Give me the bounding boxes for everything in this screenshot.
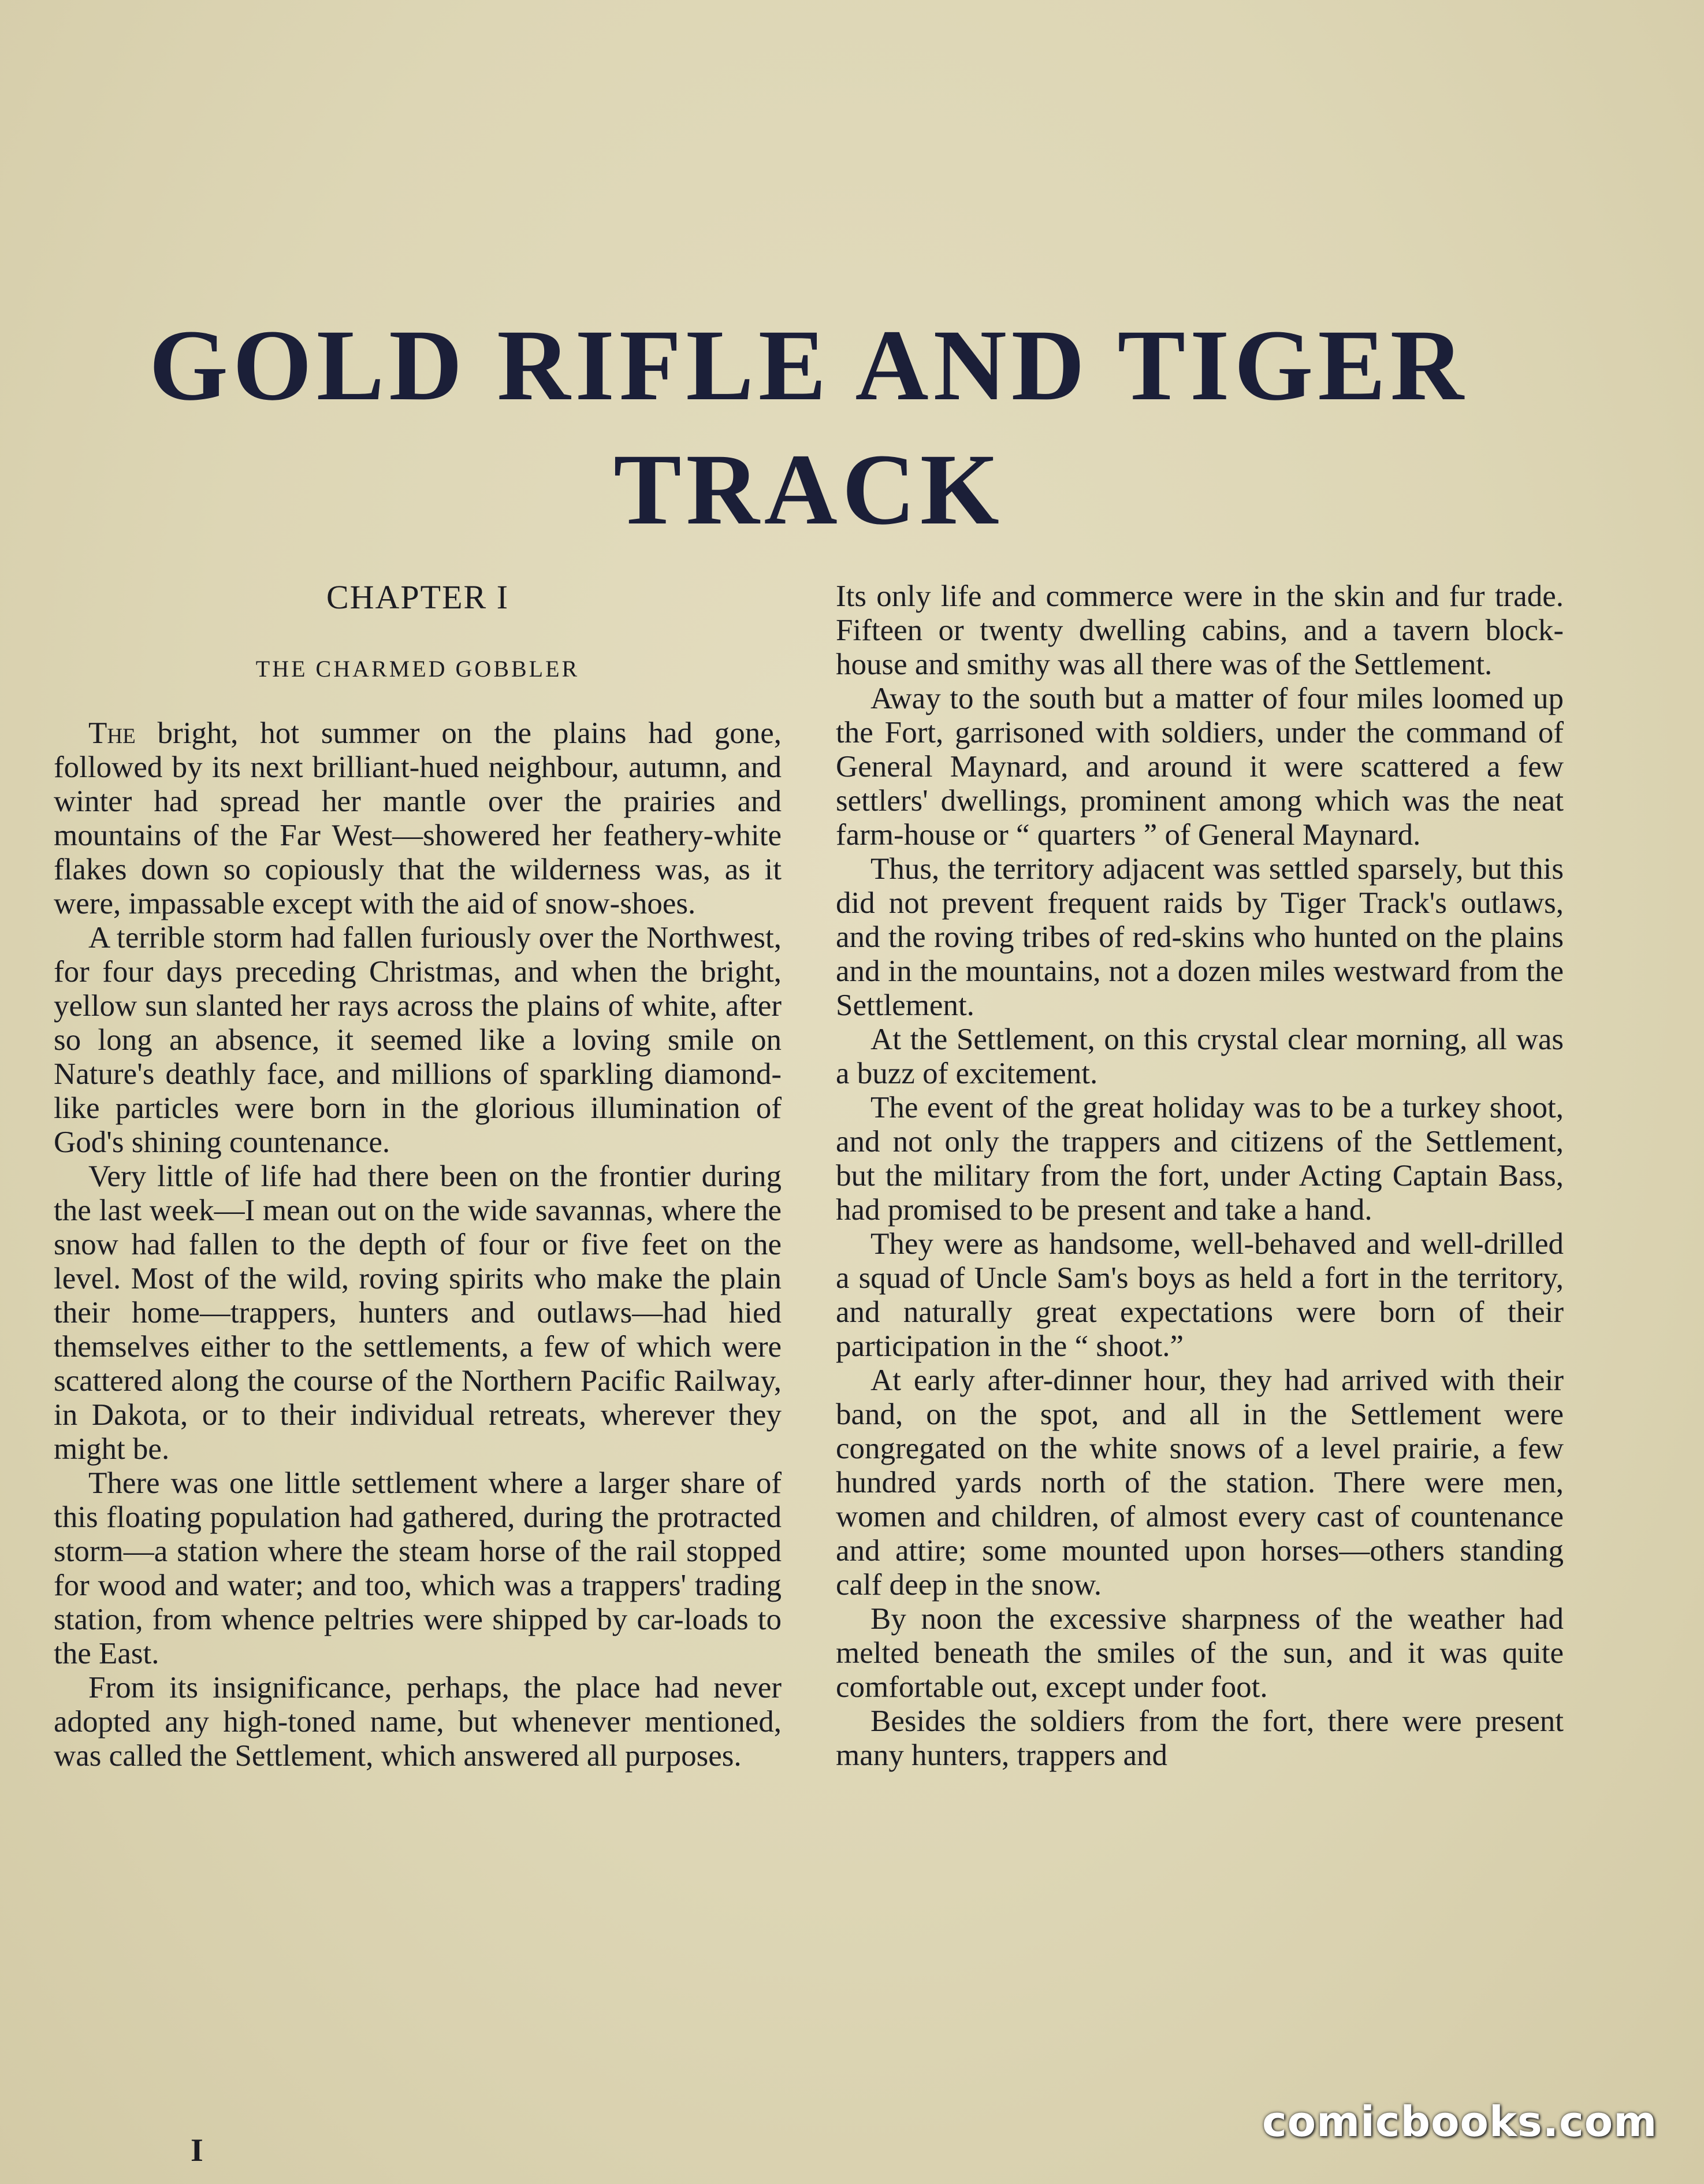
paragraph: Very little of life had there been on the frontier during the last week—I mean out on the wide savannas, where the snow had fallen to the depth of four or five feet on the level. Most of the wild, roving spirits who make the plain their home—trappers, hunters and outlaws—had hied themselves either to the settlements, a few of which were scattered along the course of the Northern Pacific Railway, in Dakota, or to their individual retreats, wherever they might be. — [54, 1160, 782, 1466]
left-text-column — [54, 716, 782, 1773]
paragraph: Away to the south but a matter of four miles loomed up the Fort, garrisoned with soldiers, under the command of General Maynard, and around it were scattered a few settlers' dwellings, prominent among which was the neat farm-house or “ quarters ” of General Maynard. — [836, 682, 1564, 852]
paragraph: At the Settlement, on this crystal clear morning, all was a buzz of excitement. — [836, 1023, 1564, 1090]
story-title-line-2: TRACK — [613, 433, 1004, 546]
paragraph: The event of the great holiday was to be a turkey shoot, and not only the trappers and citizens of the Settlement, but the military from the fort, under Acting Captain Bass, had promised to be present and take a hand. — [836, 1091, 1564, 1227]
chapter-subtitle: THE CHARMED GOBBLER — [255, 656, 580, 682]
paragraph: A terrible storm had fallen furiously over the Northwest, for four days preceding Christmas, and when the bright, yellow sun slanted her rays across the plains of white, after so long an absence, it seemed like a loving smile on Nature's deathly face, and millions of sparkling diamond-like particles were born in the glorious illumination of God's shining countenance. — [54, 921, 782, 1159]
watermark: comicbooks.com — [1262, 2097, 1658, 2146]
paragraph-continuation: Its only life and commerce were in the skin and fur trade. Fifteen or twenty dwelling cabins, and a tavern block-house and smithy was all there was of the Settlement. — [836, 580, 1564, 681]
paragraph-text: bright, hot summer on the plains had gone, followed by its next brilliant-hued neighbour, autumn, and winter had spread her mantle over the prairies and mountains of the Far West—showered her feathery-white flakes down so copiously that the wilderness was, as it were, impassable except with the aid of snow-shoes. — [54, 716, 782, 920]
story-title-line-1: GOLD RIFLE AND TIGER — [149, 309, 1468, 422]
paragraph — [54, 716, 782, 921]
right-text-column — [836, 580, 1564, 1773]
paragraph: There was one little settlement where a larger share of this floating population had gathered, during the protracted storm—a station where the steam horse of the rail stopped for wood and water; and too, which was a trappers' trading station, from whence peltries were shipped by car-loads to the East. — [54, 1466, 782, 1670]
page-number: I — [191, 2133, 203, 2168]
paragraph: Besides the soldiers from the fort, there were present many hunters, trappers and — [836, 1704, 1564, 1772]
drop-word: The — [88, 716, 136, 750]
paragraph: By noon the excessive sharpness of the weather had melted beneath the smiles of the sun, and it was quite comfortable out, except under foot. — [836, 1602, 1564, 1704]
paragraph: From its insignificance, perhaps, the place had never adopted any high-toned name, but whenever mentioned, was called the Settlement, which answered all purposes. — [54, 1671, 782, 1773]
paragraph: Thus, the territory adjacent was settled sparsely, but this did not prevent frequent raids by Tiger Track's outlaws, and the roving tribes of red-skins who hunted on the plains and in the mountains, not a dozen miles westward from the Settlement. — [836, 852, 1564, 1022]
paragraph: They were as handsome, well-behaved and well-drilled a squad of Uncle Sam's boys as held a fort in the territory, and naturally great expectations were born of their participation in the “ shoot.” — [836, 1227, 1564, 1363]
paragraph: At early after-dinner hour, they had arrived with their band, on the spot, and all in the Settlement were congregated on the white snows of a level prairie, a few hundred yards north of the station. There were men, women and children, of almost every cast of countenance and attire; some mounted upon horses—others standing calf deep in the snow. — [836, 1364, 1564, 1602]
chapter-heading: CHAPTER I — [326, 578, 509, 616]
